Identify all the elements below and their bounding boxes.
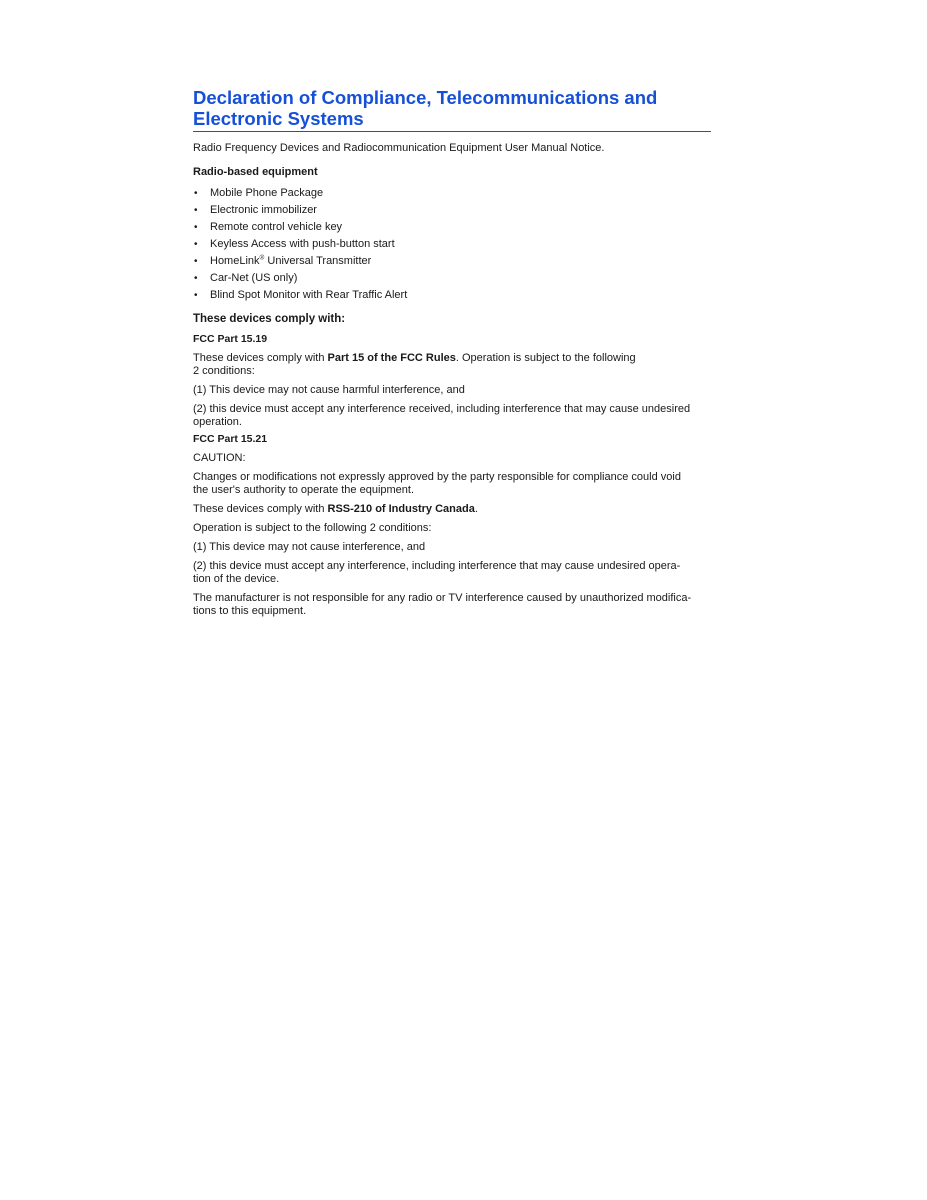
ic-condition-2 [193, 560, 711, 586]
radio-equipment-list [193, 187, 711, 302]
fcc-condition-2 [193, 403, 711, 429]
fcc-rules-bold: Part 15 of the FCC Rules [327, 352, 456, 364]
text-span: These devices comply with [193, 503, 328, 515]
operation-paragraph: Operation is subject to the following 2 conditions: [193, 522, 432, 534]
rss-paragraph [193, 503, 711, 516]
fcc-15-21-heading: FCC Part 15.21 [193, 433, 268, 445]
registered-mark: ® [259, 254, 265, 262]
fcc-condition-1: (1) This device may not cause harmful interference, and [193, 384, 465, 396]
text-span: tions to this equipment. [193, 605, 307, 617]
list-item [193, 255, 711, 268]
text-span: These devices comply with [193, 352, 328, 364]
text-span: . [474, 503, 478, 515]
text-span: . Operation is subject to the following [455, 352, 636, 364]
list-item: • Mobile Phone Package [193, 187, 711, 200]
text-span: Changes or modifications not expressly approved by the party responsible for compliance could void [193, 471, 681, 483]
text-span: tion of the device. [193, 573, 280, 585]
ic-condition-1: (1) This device may not cause interference, and [193, 541, 426, 553]
title-line-2: Electronic Systems [193, 108, 364, 129]
list-item: • Keyless Access with push-button start [193, 238, 711, 251]
text-span: operation. [193, 416, 242, 428]
text-span: (2) this device must accept any interference, including interference that may cause undesired opera- [193, 560, 681, 572]
comply-heading: These devices comply with: [193, 313, 346, 325]
text-span: 2 conditions: [193, 365, 255, 377]
document-content [193, 87, 711, 618]
intro-text: Radio Frequency Devices and Radiocommunication Equipment User Manual Notice. [193, 142, 605, 154]
list-item: • Electronic immobilizer [193, 204, 711, 217]
homelink-suffix: Universal Transmitter [264, 255, 372, 267]
caution-label: CAUTION: [193, 452, 246, 464]
fcc-part-15-paragraph [193, 352, 711, 378]
fcc-15-19-heading: FCC Part 15.19 [193, 333, 268, 345]
rss-bold: RSS-210 of Industry Canada [327, 503, 475, 515]
list-item: • Remote control vehicle key [193, 221, 711, 234]
radio-equipment-heading: Radio-based equipment [193, 166, 318, 178]
list-item: • Blind Spot Monitor with Rear Traffic Alert [193, 289, 711, 302]
homelink-name: HomeLink [210, 255, 260, 267]
changes-paragraph [193, 471, 711, 497]
title-line-1: Declaration of Compliance, Telecommunications and [193, 87, 658, 108]
manufacturer-disclaimer [193, 592, 711, 618]
text-span: The manufacturer is not responsible for any radio or TV interference caused by unauthorized modifica- [193, 592, 692, 604]
list-item: • Car-Net (US only) [193, 272, 711, 285]
page-title [193, 87, 711, 132]
text-span: the user's authority to operate the equipment. [193, 484, 415, 496]
text-span: (2) this device must accept any interference received, including interference that may cause undesired [193, 403, 691, 415]
